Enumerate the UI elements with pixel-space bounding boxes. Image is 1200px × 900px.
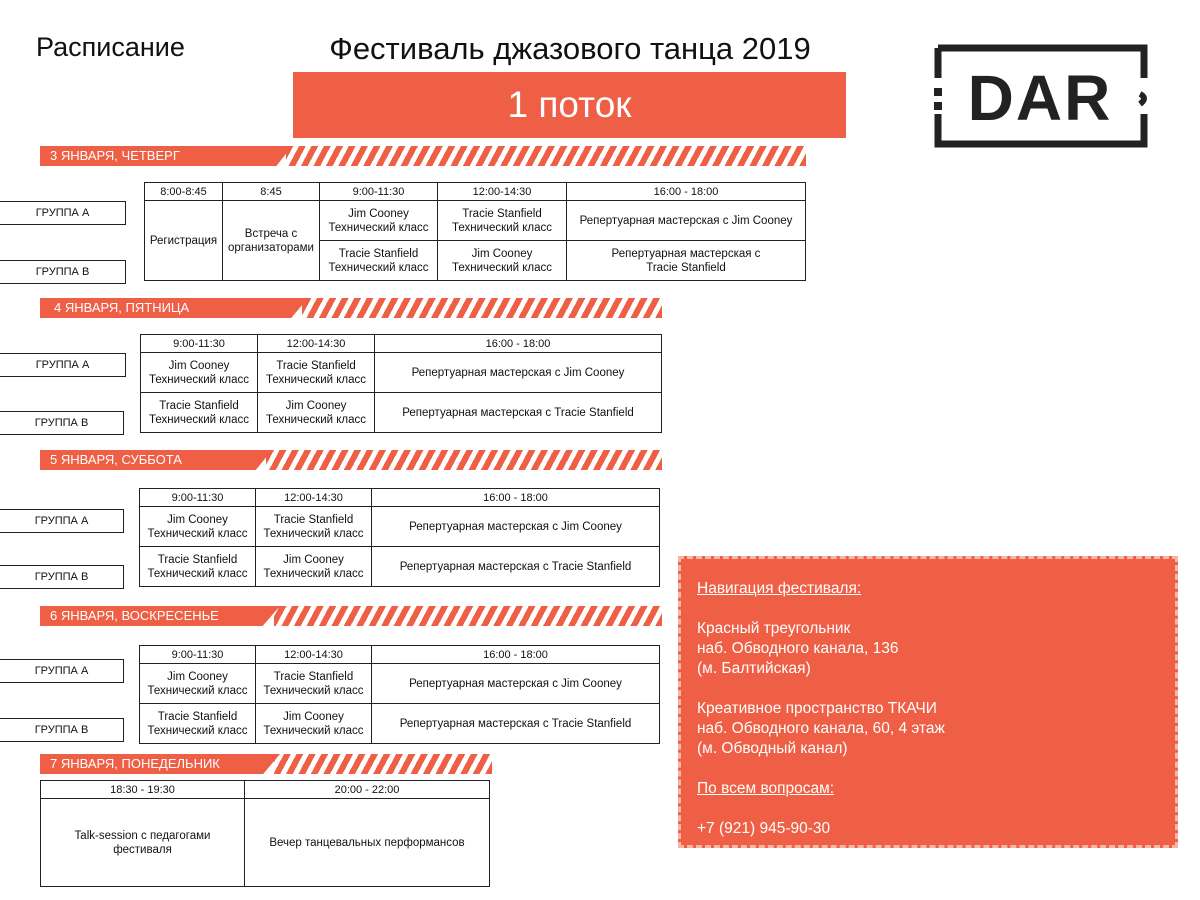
schedule-table-jan5 <box>139 488 660 587</box>
class-cell: Jim Cooney Технический класс <box>141 353 258 393</box>
time-cell: 12:00-14:30 <box>438 183 567 201</box>
group-a-label: ГРУППА А <box>0 659 124 683</box>
time-cell: 20:00 - 22:00 <box>245 781 490 799</box>
class-cell: Репертуарная мастерская с Tracie Stanfield <box>567 241 806 281</box>
class-cell: Jim Cooney Технический класс <box>256 547 372 587</box>
class-cell: Репертуарная мастерская с Jim Cooney <box>372 664 660 704</box>
day-title: 7 ЯНВАРЯ, ПОНЕДЕЛЬНИК <box>50 756 220 771</box>
day-bar-jan7 <box>40 754 492 774</box>
stream-banner: 1 поток <box>293 72 846 138</box>
event-cell: Вечер танцевальных перформансов <box>245 799 490 887</box>
group-b-label: ГРУППА В <box>0 565 124 589</box>
group-b-label: ГРУППА В <box>0 260 126 284</box>
class-cell: Репертуарная мастерская с Jim Cooney <box>375 353 662 393</box>
class-cell: Репертуарная мастерская с Tracie Stanfield <box>375 393 662 433</box>
class-cell: Tracie Stanfield Технический класс <box>140 704 256 744</box>
navigation-heading: Навигация фестиваля: <box>697 580 862 597</box>
venue2-metro: (м. Обводный канал) <box>697 740 848 757</box>
time-cell: 9:00-11:30 <box>141 335 258 353</box>
group-b-label: ГРУППА В <box>0 718 124 742</box>
group-a-label: ГРУППА А <box>0 201 126 225</box>
class-cell: Tracie Stanfield Технический класс <box>438 201 567 241</box>
class-cell: Jim Cooney Технический класс <box>256 704 372 744</box>
class-cell: Репертуарная мастерская с Tracie Stanfield <box>372 704 660 744</box>
class-cell: Tracie Stanfield Технический класс <box>140 547 256 587</box>
class-cell: Tracie Stanfield Технический класс <box>320 241 438 281</box>
time-cell: 16:00 - 18:00 <box>372 489 660 507</box>
class-cell: Репертуарная мастерская с Jim Cooney <box>567 201 806 241</box>
class-cell: Tracie Stanfield Технический класс <box>258 353 375 393</box>
class-cell: Jim Cooney Технический класс <box>438 241 567 281</box>
day-title: 3 ЯНВАРЯ, ЧЕТВЕРГ <box>50 148 180 163</box>
class-cell: Tracie Stanfield Технический класс <box>256 507 372 547</box>
schedule-table-jan6 <box>139 645 660 744</box>
schedule-table-jan4 <box>140 334 662 433</box>
class-cell: Jim Cooney Технический класс <box>258 393 375 433</box>
time-cell: 16:00 - 18:00 <box>372 646 660 664</box>
time-cell: 9:00-11:30 <box>140 646 256 664</box>
contact-phone[interactable]: +7 (921) 945-90-30 <box>697 820 831 837</box>
time-cell: 8:45 <box>223 183 320 201</box>
class-cell: Jim Cooney Технический класс <box>320 201 438 241</box>
class-cell: Jim Cooney Технический класс <box>140 507 256 547</box>
day-bar-jan4 <box>40 298 662 318</box>
day-bar-jan3 <box>40 146 806 166</box>
group-a-label: ГРУППА А <box>0 353 126 377</box>
time-cell: 9:00-11:30 <box>140 489 256 507</box>
venue1-name: Красный треугольник <box>697 620 851 637</box>
venue1-address: наб. Обводного канала, 136 <box>697 640 899 657</box>
day-title: 6 ЯНВАРЯ, ВОСКРЕСЕНЬЕ <box>50 608 219 623</box>
day-bar-jan6 <box>40 606 662 626</box>
class-cell: Репертуарная мастерская с Jim Cooney <box>372 507 660 547</box>
group-a-label: ГРУППА А <box>0 509 124 533</box>
dar-logo <box>930 44 1150 148</box>
contacts-heading: По всем вопросам: <box>697 780 835 797</box>
class-cell: Jim Cooney Технический класс <box>140 664 256 704</box>
time-cell: 12:00-14:30 <box>256 489 372 507</box>
time-cell: 8:00-8:45 <box>145 183 223 201</box>
event-cell: Talk-session с педагогами фестиваля <box>41 799 245 887</box>
day-bar-jan5 <box>40 450 662 470</box>
schedule-label: Расписание <box>36 32 185 62</box>
schedule-table-jan3 <box>144 182 806 281</box>
time-cell: 18:30 - 19:30 <box>41 781 245 799</box>
day-title: 4 ЯНВАРЯ, ПЯТНИЦА <box>54 300 190 315</box>
time-cell: 9:00-11:30 <box>320 183 438 201</box>
festival-title: Фестиваль джазового танца 2019 <box>329 31 811 66</box>
schedule-table-jan7 <box>40 780 490 887</box>
venue2-name: Креативное пространство ТКАЧИ <box>697 700 937 717</box>
venue1-metro: (м. Балтийская) <box>697 660 811 677</box>
venue2-address: наб. Обводного канала, 60, 4 этаж <box>697 720 945 737</box>
time-cell: 16:00 - 18:00 <box>567 183 806 201</box>
class-cell: Репертуарная мастерская с Tracie Stanfield <box>372 547 660 587</box>
navigation-box <box>678 556 1178 848</box>
registration-cell: Регистрация <box>145 201 223 281</box>
time-cell: 16:00 - 18:00 <box>375 335 662 353</box>
class-cell: Tracie Stanfield Технический класс <box>141 393 258 433</box>
day-title: 5 ЯНВАРЯ, СУББОТА <box>50 452 182 467</box>
group-b-label: ГРУППА В <box>0 411 124 435</box>
time-cell: 12:00-14:30 <box>258 335 375 353</box>
meeting-cell: Встреча с организаторами <box>223 201 320 281</box>
logo-text: DAR <box>967 62 1113 134</box>
class-cell: Tracie Stanfield Технический класс <box>256 664 372 704</box>
time-cell: 12:00-14:30 <box>256 646 372 664</box>
